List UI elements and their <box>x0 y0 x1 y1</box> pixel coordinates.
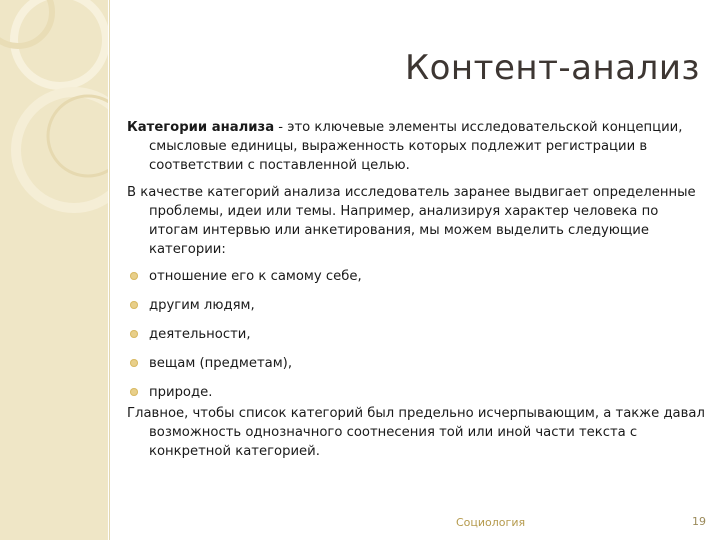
list-item <box>127 354 707 373</box>
bullet-icon <box>130 301 138 309</box>
decorative-sidebar <box>0 0 108 540</box>
decorative-circles <box>0 0 108 540</box>
conclusion-paragraph: Главное, чтобы список категорий был предельно исчерпывающим, а также давал возможность однозначного соотнесения той или иной части текста с конкретной категорией. <box>127 406 705 459</box>
list-item-text: отношение его к самому себе, <box>149 269 362 284</box>
footer-subject: Социология <box>456 516 526 529</box>
page-number: 19 <box>692 515 706 528</box>
deco-circle-thin <box>48 96 108 176</box>
list-item <box>127 325 707 344</box>
list-item-text: деятельности, <box>149 327 251 342</box>
list-item-text: другим людям, <box>149 298 255 313</box>
definition-term: Категории анализа <box>127 120 275 135</box>
slide-title: Контент-анализ <box>404 48 700 88</box>
deco-circle-bottom <box>16 92 108 208</box>
definition-paragraph <box>127 118 707 175</box>
list-item-text: природе. <box>149 385 213 400</box>
intro-paragraph: В качестве категорий анализа исследователь заранее выдвигает определенные проблемы, идеи или темы. Например, анализируя характер человека по итогам интервью или анкетирования, мы можем выделить следующие категории: <box>127 185 696 257</box>
definition-text: - это ключевые элементы исследовательской концепции, смысловые единицы, выраженность которых подлежит регистрации в соответствии с поставленной целью. <box>149 120 683 173</box>
list-item <box>127 296 707 315</box>
bullet-icon <box>130 272 138 280</box>
bullet-icon <box>130 359 138 367</box>
bullet-icon <box>130 330 138 338</box>
list-item <box>127 383 707 402</box>
slide-body <box>127 118 707 469</box>
list-item-text: вещам (предметам), <box>149 356 293 371</box>
bullet-icon <box>130 388 138 396</box>
list-item <box>127 267 707 286</box>
category-list <box>127 267 707 402</box>
sidebar-divider <box>109 0 110 540</box>
